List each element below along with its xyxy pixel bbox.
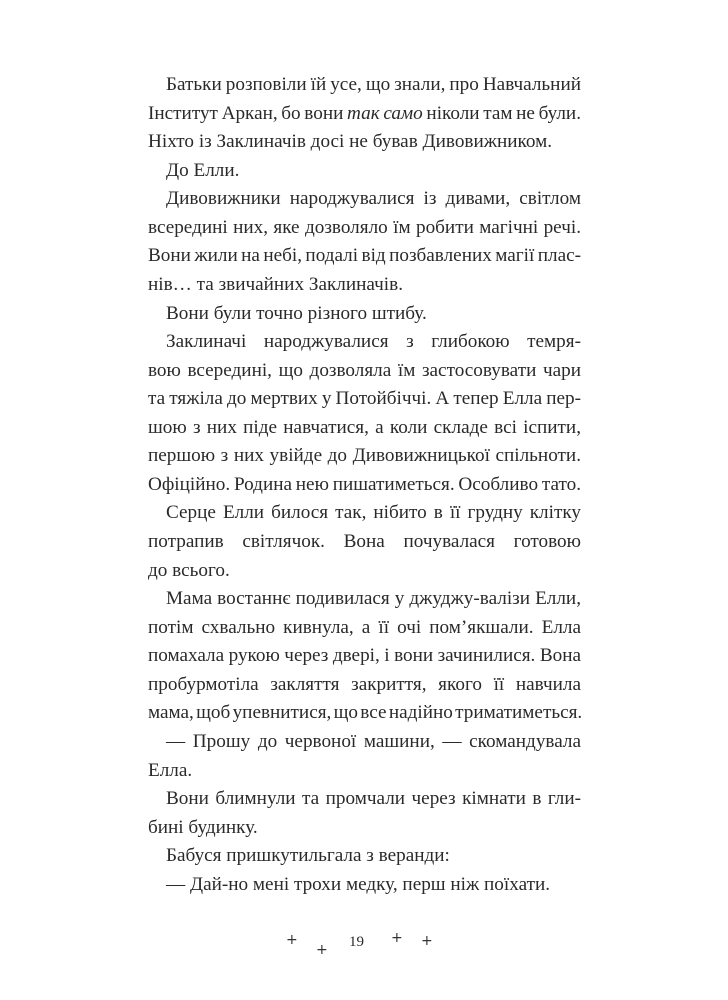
text-line-content xyxy=(148,699,582,728)
text-span: Дивовижники народжувалися із дивами, світлом xyxy=(166,188,581,210)
text-span: — Прошу до червоної машини, — скомандувала xyxy=(166,730,581,752)
text-span: Мама востаннє подивилася у джуджу-валізи Елли, xyxy=(166,588,581,610)
text-line-content xyxy=(148,414,581,443)
text-line xyxy=(148,699,581,728)
text-line xyxy=(148,385,581,414)
text-span: вою всередині, що дозволяла їм застосовувати чари xyxy=(148,359,581,381)
sparkle-star-icon: + xyxy=(391,930,403,946)
text-line-content xyxy=(148,128,552,157)
text-span: Інститут Аркан, бо вони xyxy=(148,102,348,124)
text-line-content xyxy=(166,328,581,357)
text-line xyxy=(148,557,581,586)
text-line-content xyxy=(166,71,581,100)
text-line-content xyxy=(148,557,230,586)
text-line-content xyxy=(148,471,581,500)
text-line-content xyxy=(148,214,581,243)
text-line-content xyxy=(148,814,258,843)
text-line-content xyxy=(166,728,581,757)
text-line-content xyxy=(166,871,550,900)
text-line xyxy=(148,842,581,871)
text-line-content xyxy=(166,157,239,186)
text-span: мама, щоб упевнитися, що все надійно триматиметься. xyxy=(148,702,583,724)
text-span: Офіційно. Родина нею пишатиметься. Особливо тато. xyxy=(148,473,581,495)
text-line xyxy=(148,671,581,700)
text-line-content xyxy=(166,300,427,329)
text-line-content xyxy=(148,271,403,300)
text-span: нів… та звичайних Заклиначів. xyxy=(148,273,403,295)
text-span: першою з них увійде до Дивовижницької спільноти. xyxy=(148,445,581,467)
text-line xyxy=(148,185,581,214)
text-line xyxy=(148,71,581,100)
text-line xyxy=(148,442,581,471)
text-span: Заклиначі народжувалися з глибокою темря- xyxy=(166,331,581,353)
text-line xyxy=(148,214,581,243)
text-line-content xyxy=(166,785,581,814)
text-line-content xyxy=(148,528,581,557)
text-line-content xyxy=(148,614,581,643)
text-span: потім схвально кивнула, а її очі пом’якшали. Елла xyxy=(148,616,581,638)
text-line-content xyxy=(148,671,581,700)
text-line xyxy=(148,871,581,900)
text-line xyxy=(148,614,581,643)
sparkle-star-icon: + xyxy=(286,932,298,948)
text-line xyxy=(148,242,581,271)
text-span: Елла. xyxy=(148,759,193,781)
text-span: До Елли. xyxy=(166,159,240,181)
italic-emphasis: так само xyxy=(347,102,423,124)
text-span: потрапив світлячок. Вона почувалася готовою xyxy=(148,531,581,552)
text-line-content xyxy=(148,357,581,386)
text-span: бині будинку. xyxy=(148,816,258,838)
text-line-content xyxy=(148,642,581,671)
text-line-content xyxy=(148,100,581,129)
text-line xyxy=(148,585,581,614)
text-line xyxy=(148,471,581,500)
text-span: — Дай-но мені трохи медку, перш ніж поїхати. xyxy=(166,873,551,895)
text-line-content xyxy=(166,842,450,871)
text-line xyxy=(148,300,581,329)
text-line xyxy=(148,100,581,129)
text-line-content xyxy=(148,442,581,471)
text-span: до всього. xyxy=(148,559,230,581)
text-span: Вони були точно різного штибу. xyxy=(166,302,427,324)
text-span: ніколи там не були. xyxy=(422,102,581,124)
text-line xyxy=(148,528,581,557)
text-line-content xyxy=(148,385,581,414)
text-line xyxy=(148,499,581,528)
text-line xyxy=(148,642,581,671)
text-span: Батьки розповіли їй усе, що знали, про Навчальний xyxy=(166,74,581,95)
text-span: та тяжіла до мертвих у Потойбіччі. А тепер Елла пер- xyxy=(148,388,581,410)
text-span: пробурмотіла закляття закриття, якого її навчила xyxy=(148,673,581,695)
text-span: шою з них піде навчатися, а коли складе всі іспити, xyxy=(148,416,581,438)
text-span: Вони блимнули та промчали через кімнати в гли- xyxy=(166,788,581,810)
text-span: помахала рукою через двері, і вони зачинилися. Вона xyxy=(148,645,581,667)
text-line xyxy=(148,757,581,786)
text-line xyxy=(148,328,581,357)
text-span: Ніхто із Заклиначів досі не бував Дивовижником. xyxy=(148,131,553,153)
page-number: 19 xyxy=(349,934,364,950)
text-line-content xyxy=(166,585,581,614)
text-line xyxy=(148,814,581,843)
text-span: Серце Елли билося так, нібито в її грудну клітку xyxy=(166,502,581,524)
text-line xyxy=(148,157,581,186)
sparkle-star-icon: + xyxy=(421,933,433,949)
text-span: всередині них, яке дозволяло їм робити магічні речі. xyxy=(148,216,581,238)
text-line xyxy=(148,728,581,757)
text-line xyxy=(148,414,581,443)
page-body-text xyxy=(148,71,581,899)
text-line-content xyxy=(166,499,581,528)
text-span: Бабуся пришкутильгала з веранди: xyxy=(166,845,450,867)
text-line-content xyxy=(148,757,192,786)
text-line-content xyxy=(148,242,581,271)
text-line-content xyxy=(166,185,581,214)
text-line xyxy=(148,271,581,300)
text-line xyxy=(148,357,581,386)
page-footer xyxy=(0,930,728,970)
sparkle-star-icon: + xyxy=(316,942,328,958)
text-line xyxy=(148,785,581,814)
text-line xyxy=(148,128,581,157)
text-span: Вони жили на небі, подалі від позбавлених магії плас- xyxy=(148,245,581,267)
